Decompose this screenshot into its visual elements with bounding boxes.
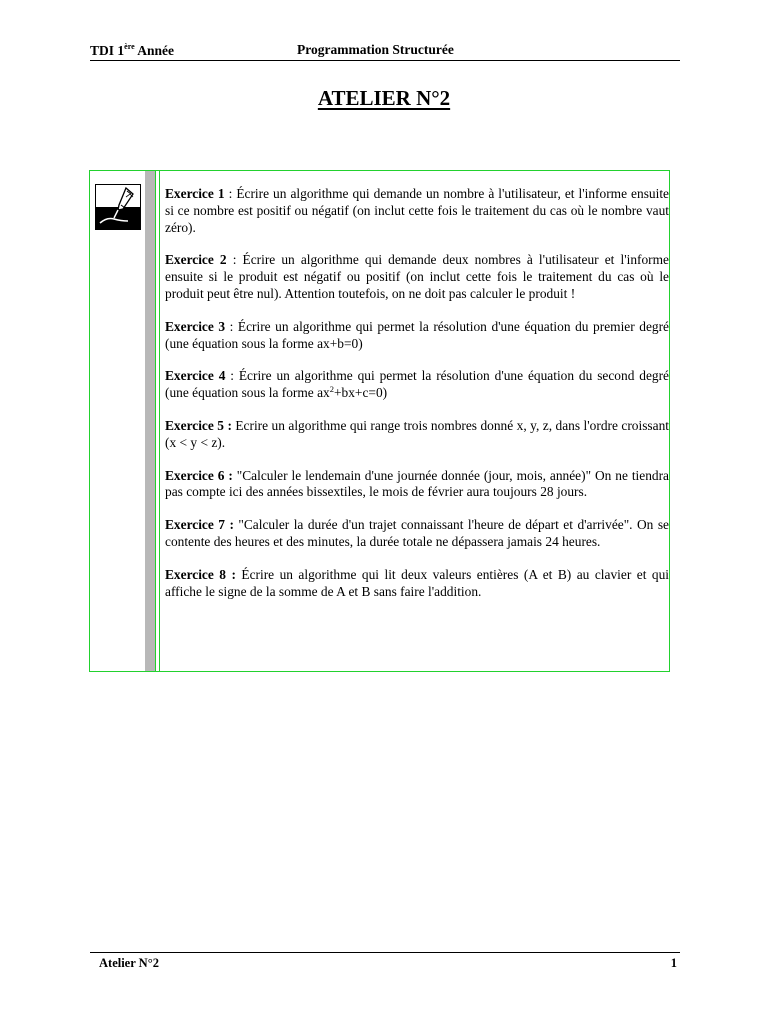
exercise-6: Exercice 6 : "Calculer le lendemain d'une journée donnée (jour, mois, année)" On ne tiendra pas compte ici des années bissextiles, le mois de février aura toujours 28 jours.	[165, 467, 669, 500]
exercise-7: Exercice 7 : "Calculer la durée d'un trajet connaissant l'heure de départ et d'arrivée". On se contente des heures et des minutes, la durée totale ne dépassera jamais 24 heures.	[165, 517, 669, 549]
page-number: 1	[670, 956, 677, 970]
page-footer	[90, 952, 680, 970]
exercise-list	[165, 186, 669, 616]
footer-label: Atelier N°2	[99, 956, 159, 970]
exercise-4: Exercice 4 : Écrire un algorithme qui permet la résolution d'une équation du second degré (une équation sous la forme $ax^2+bx+c=0$)	[165, 368, 669, 401]
exercise-1: Exercice 1 : Écrire un algorithme qui demande un nombre à l'utilisateur, et l'informe ensuite si ce nombre est positif ou négatif (on inclut cette fois le traitement du cas où le nombre vaut zéro).	[165, 186, 669, 235]
icon-column	[90, 171, 146, 671]
exercise-5: Exercice 5 : Ecrire un algorithme qui range trois nombres donné x, y, z, dans l'ordre croissant (x < y < z).	[165, 417, 669, 450]
header-subject: Programmation Structurée	[297, 42, 454, 57]
page-header	[90, 40, 680, 61]
gray-band	[145, 171, 155, 671]
exercise-3: Exercice 3 : Écrire un algorithme qui permet la résolution d'une équation du premier degré (une équation sous la forme ax+b=0)	[165, 318, 669, 351]
band-divider	[159, 171, 160, 671]
exercise-8: Exercice 8 : Écrire un algorithme qui lit deux valeurs entières (A et B) au clavier et qui affiche le signe de la somme de A et B sans faire l'addition.	[165, 566, 669, 599]
fountain-pen-icon	[95, 184, 141, 230]
header-course: TDI 1ère Année	[90, 42, 175, 58]
exercise-2: Exercice 2 : Écrire un algorithme qui demande deux nombres à l'utilisateur et l'informe ensuite si le produit est négatif ou positif (on inclut cette fois le traitement du cas où le produit peut être nul). Attention toutefois, on ne doit pas calculer le produit !	[165, 252, 669, 301]
band-divider	[155, 171, 156, 671]
exercise-frame	[89, 170, 670, 672]
page-title: ATELIER N°2	[317, 86, 451, 110]
